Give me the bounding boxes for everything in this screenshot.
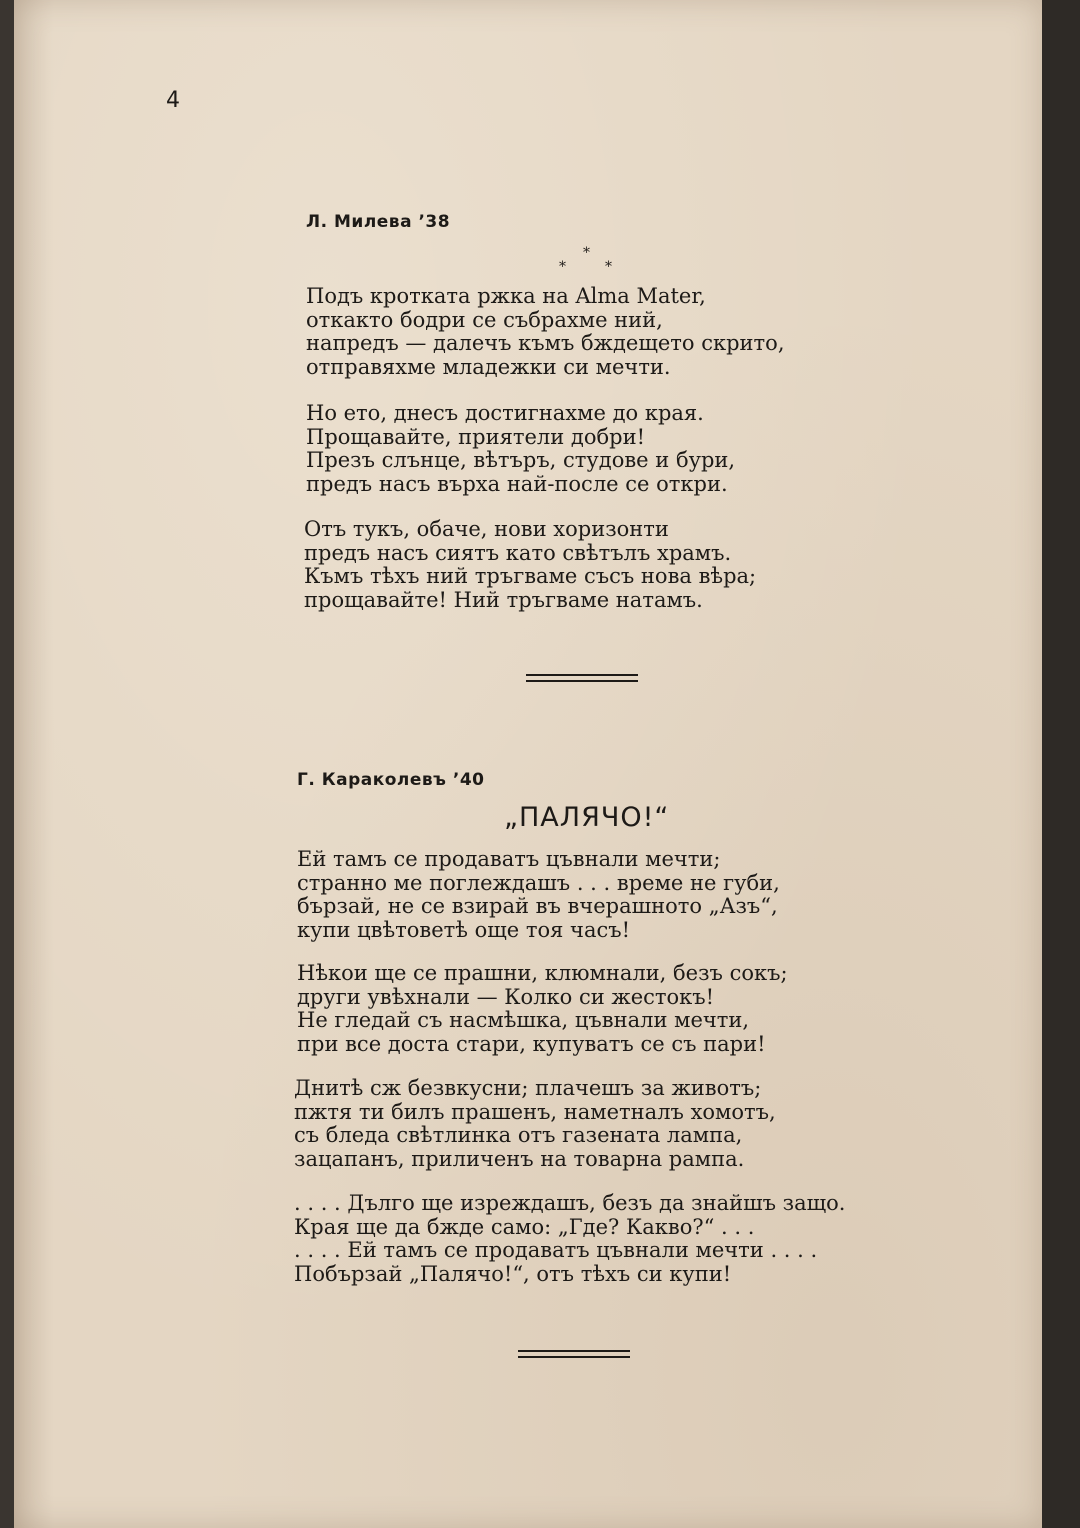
verse-line: Нѣкои ще се прашни, клюмнали, безъ сокъ; [297, 961, 788, 985]
verse-line: откакто бодри се събрахме ний, [306, 307, 663, 332]
book-page [14, 0, 1042, 1528]
verse-line: Подъ кротката ржка на Alma Mater, [306, 284, 706, 308]
poem-2-stanza-1 [297, 848, 780, 942]
verse-line: Не гледай съ насмѣшка, цъвнали мечти, [297, 1008, 750, 1032]
poem-2-title: „ПАЛЯЧО!“ [504, 802, 670, 833]
page-number: 4 [166, 88, 180, 113]
poem-2-stanza-4 [294, 1192, 845, 1286]
poem-2-stanza-3 [294, 1077, 776, 1171]
verse-line: . . . . Ей тамъ се продаватъ цъвнали мечти . . . . [294, 1238, 818, 1262]
double-rule-top-line [526, 674, 638, 676]
verse-line: Но ето, днесъ достигнахме до края. [306, 401, 704, 425]
verse-line: напредъ — далечъ къмъ бждещето скрито, [306, 331, 785, 355]
verse-line: Побързай „Палячо!“, отъ тѣхъ си купи! [294, 1261, 732, 1286]
double-rule-top-line [518, 1350, 630, 1352]
poem-2-author: Г. Караколевъ ’40 [297, 770, 485, 790]
verse-line: Прощавайте, приятели добри! [306, 424, 646, 449]
double-rule-bottom-line [518, 1356, 630, 1358]
verse-line: при все доста стари, купуватъ се съ пари! [297, 1031, 766, 1056]
verse-line: отправяхме младежки си мечти. [306, 354, 671, 379]
verse-line: Днитѣ сж безвкусни; плачешъ за животъ; [294, 1076, 762, 1100]
poem-1-stanza-2 [306, 402, 735, 496]
verse-line: пжтя ти билъ прашенъ, наметналъ хомотъ, [294, 1099, 776, 1124]
verse-line: странно ме поглеждашъ . . . време не губи, [297, 870, 780, 895]
poem-1-stanza-1 [306, 285, 785, 379]
verse-line: съ бледа свѣтлинка отъ газената лампа, [294, 1123, 743, 1147]
poem-2-stanza-2 [297, 962, 788, 1056]
verse-line: предъ насъ върха най-после се откри. [306, 471, 728, 496]
verse-line: предъ насъ сиятъ като свѣтълъ храмъ. [304, 540, 732, 565]
verse-line: Отъ тукъ, обаче, нови хоризонти [304, 517, 669, 541]
scan-background-edge [1042, 0, 1080, 1528]
asterism-star-right: * [605, 259, 612, 275]
verse-line: Къмъ тѣхъ ний тръгваме съсъ нова вѣра; [304, 564, 757, 588]
verse-line: прощавайте! Ний тръгваме натамъ. [304, 587, 703, 612]
asterism-star-top: * [583, 245, 590, 261]
verse-line: Ей тамъ се продаватъ цъвнали мечти; [297, 847, 721, 871]
verse-line: . . . . Дълго ще изреждашъ, безъ да знайшъ защо. [294, 1191, 846, 1215]
verse-line: бързай, не се взирай въ вчерашното „Азъ“, [297, 894, 778, 918]
verse-line: Края ще да бжде само: „Где? Какво?“ . . . [294, 1214, 755, 1239]
asterism-divider [559, 246, 619, 280]
verse-line: купи цвѣтоветѣ още тоя часъ! [297, 917, 631, 942]
verse-line: Презъ слънце, вѣтъръ, студове и бури, [306, 448, 736, 472]
poem-1-author: Л. Милева ’38 [306, 212, 451, 232]
asterism-star-left: * [559, 259, 566, 275]
poem-1-stanza-3 [304, 518, 756, 612]
double-rule-bottom-line [526, 680, 638, 682]
verse-line: други увѣхнали — Колко си жестокъ! [297, 984, 715, 1009]
verse-line: зацапанъ, приличенъ на товарна рампа. [294, 1146, 745, 1171]
